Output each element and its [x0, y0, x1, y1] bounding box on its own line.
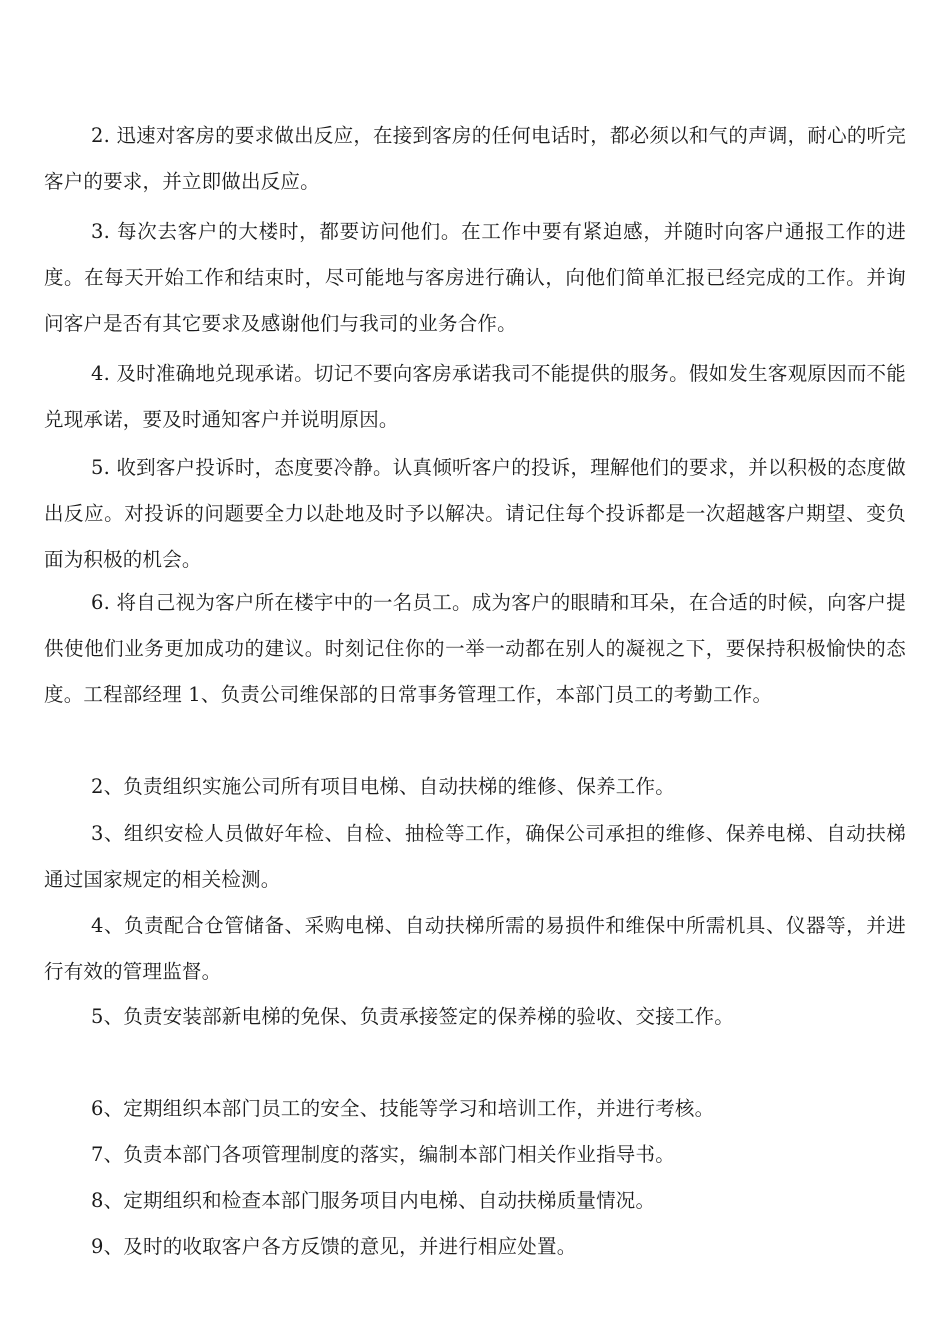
paragraph-item-4: 4. 及时准确地兑现承诺。切记不要向客房承诺我司不能提供的服务。假如发生客观原因而不能兑现承诺，要及时通知客户并说明原因。	[44, 362, 906, 431]
duty-item-4: 4、负责配合仓管储备、采购电梯、自动扶梯所需的易损件和维保中所需机具、仪器等，并进行有效的管理监督。	[44, 914, 906, 983]
duty-item-3: 3、组织安检人员做好年检、自检、抽检等工作，确保公司承担的维修、保养电梯、自动扶梯通过国家规定的相关检测。	[44, 822, 906, 891]
paragraph-item-2: 2. 迅速对客房的要求做出反应，在接到客房的任何电话时，都必须以和气的声调，耐心的听完客户的要求，并立即做出反应。	[44, 124, 906, 193]
duty-item-9: 9、及时的收取客户各方反馈的意见，并进行相应处置。	[91, 1235, 577, 1258]
duty-item-7: 7、负责本部门各项管理制度的落实，编制本部门相关作业指导书。	[91, 1143, 675, 1166]
duty-item-5: 5、负责安装部新电梯的免保、负责承接签定的保养梯的验收、交接工作。	[91, 1005, 735, 1028]
paragraph-item-6: 6. 将自己视为客户所在楼宇中的一名员工。成为客户的眼睛和耳朵，在合适的时候，向客户提供使他们业务更加成功的建议。时刻记住你的一举一动都在别人的凝视之下，要保持积极愉快的态度。工程部经理 1、负责公司维保部的日常事务管理工作，本部门员工的考勤工作。	[44, 591, 906, 706]
duty-item-8: 8、定期组织和检查本部门服务项目内电梯、自动扶梯质量情况。	[91, 1189, 656, 1212]
duty-item-2: 2、负责组织实施公司所有项目电梯、自动扶梯的维修、保养工作。	[91, 775, 675, 798]
paragraph-item-5: 5. 收到客户投诉时，态度要冷静。认真倾听客户的投诉，理解他们的要求，并以积极的态度做出反应。对投诉的问题要全力以赴地及时予以解决。请记住每个投诉都是一次超越客户期望、变负面为积极的机会。	[44, 456, 906, 571]
duty-item-6: 6、定期组织本部门员工的安全、技能等学习和培训工作，并进行考核。	[91, 1097, 715, 1120]
paragraph-item-3: 3. 每次去客户的大楼时，都要访问他们。在工作中要有紧迫感，并随时向客户通报工作的进度。在每天开始工作和结束时，尽可能地与客房进行确认，向他们简单汇报已经完成的工作。并询问客户是否有其它要求及感谢他们与我司的业务合作。	[44, 220, 906, 335]
